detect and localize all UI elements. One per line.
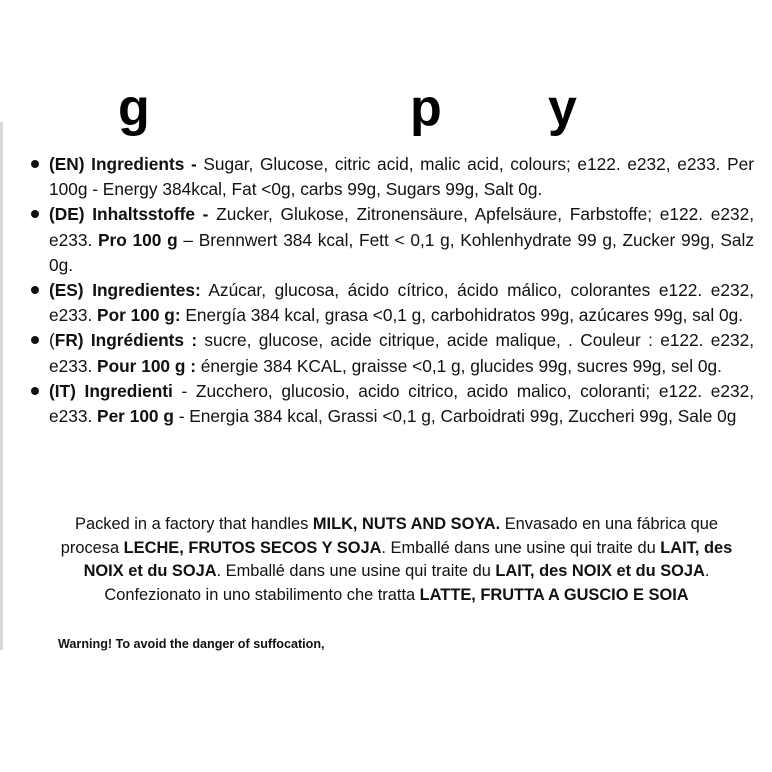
allergen-highlight: MILK, NUTS AND SOYA. [312,515,501,533]
ingredients-es-per100: Por 100 g: [97,305,181,326]
ingredients-de-nutrition: – Brennwert 384 kcal, Fett < 0,1 g, Kohlenhydrate 99 g, Zucker 99g, Salz 0g. [49,229,755,275]
ingredients-list [30,152,754,429]
allergen-text: . Confezionato in uno stabilimento che tratta [104,562,710,604]
ingredients-it-label: (IT) Ingredienti [49,380,173,401]
ingredients-en [30,152,754,202]
warning-container [58,634,478,650]
ingredients-en-label: (EN) Ingredients - [49,154,197,174]
ingredients-fr [30,328,754,378]
ingredients-fr-per100: Pour 100 g : [97,355,196,376]
ingredients-fr-text: sucre, glucose, acide citrique, acide malique, . Couleur : e122. e232, e233. [49,330,754,376]
allergen-highlight: LECHE, FRUTOS SECOS Y SOJA [123,538,382,557]
allergen-highlight: LATTE, FRUTTA A GUSCIO E SOIA [419,585,689,604]
ingredients-es-label: (ES) Ingredientes: [49,280,201,301]
ingredients-it-per100: Per 100 g [97,406,174,427]
ingredients-es [30,278,754,328]
allergen-text: Packed in a factory that handles [75,515,313,533]
allergen-text: . Emballé dans une usine qui traite du [216,562,496,580]
cut-off-heading [0,79,772,137]
ingredients-de-label: (DE) Inhaltsstoffe - [49,204,209,225]
heading-glyph: g [118,79,150,137]
heading-glyph: y [548,79,577,137]
suffocation-warning: Warning! To avoid the danger of suffocation, [58,637,325,651]
left-edge-line [0,122,3,650]
ingredients-de-text: Zucker, Glukose, Zitronensäure, Apfelsäure, Farbstoffe; e122. e232, e233. [49,204,755,250]
ingredients-it-nutrition: - Energia 384 kcal, Grassi <0,1 g, Carboidrati 99g, Zuccheri 99g, Sale 0g [173,406,737,427]
ingredients-fr-paren: ( [49,330,55,351]
ingredients-de [30,202,754,278]
ingredients-es-text: Azúcar, glucosa, ácido cítrico, ácido málico, colorantes e122. e232, e233. [49,280,755,326]
ingredients-it [30,379,754,429]
allergen-highlight: LAIT, des NOIX et du SOJA [495,562,705,580]
allergen-text: Envasado en una fábrica que procesa [60,515,718,557]
heading-glyph: p [410,79,442,137]
ingredients-es-nutrition: Energía 384 kcal, grasa <0,1 g, carbohidratos 99g, azúcares 99g, sal 0g. [180,305,744,326]
allergen-text: . Emballé dans une usine qui traite du [381,538,661,557]
ingredients-fr-nutrition: énergie 384 KCAL, graisse <0,1 g, glucides 99g, sucres 99g, sel 0g. [195,355,722,376]
ingredients-en-text: Sugar, Glucose, citric acid, malic acid, colours; e122. e232, e233. Per 100g - Energy 384kcal, Fat <0g, carbs 99g, Sugars 99g, Salt 0g. [49,154,754,200]
ingredients-de-per100: Pro 100 g [97,229,178,250]
allergen-statement [44,513,749,607]
ingredients-fr-label: FR) Ingrédients : [54,330,198,351]
allergen-highlight: LAIT, des NOIX et du SOJA [83,538,733,580]
ingredients-it-text: - Zucchero, glucosio, acido citrico, acido malico, coloranti; e122. e232, e233. [49,380,754,427]
